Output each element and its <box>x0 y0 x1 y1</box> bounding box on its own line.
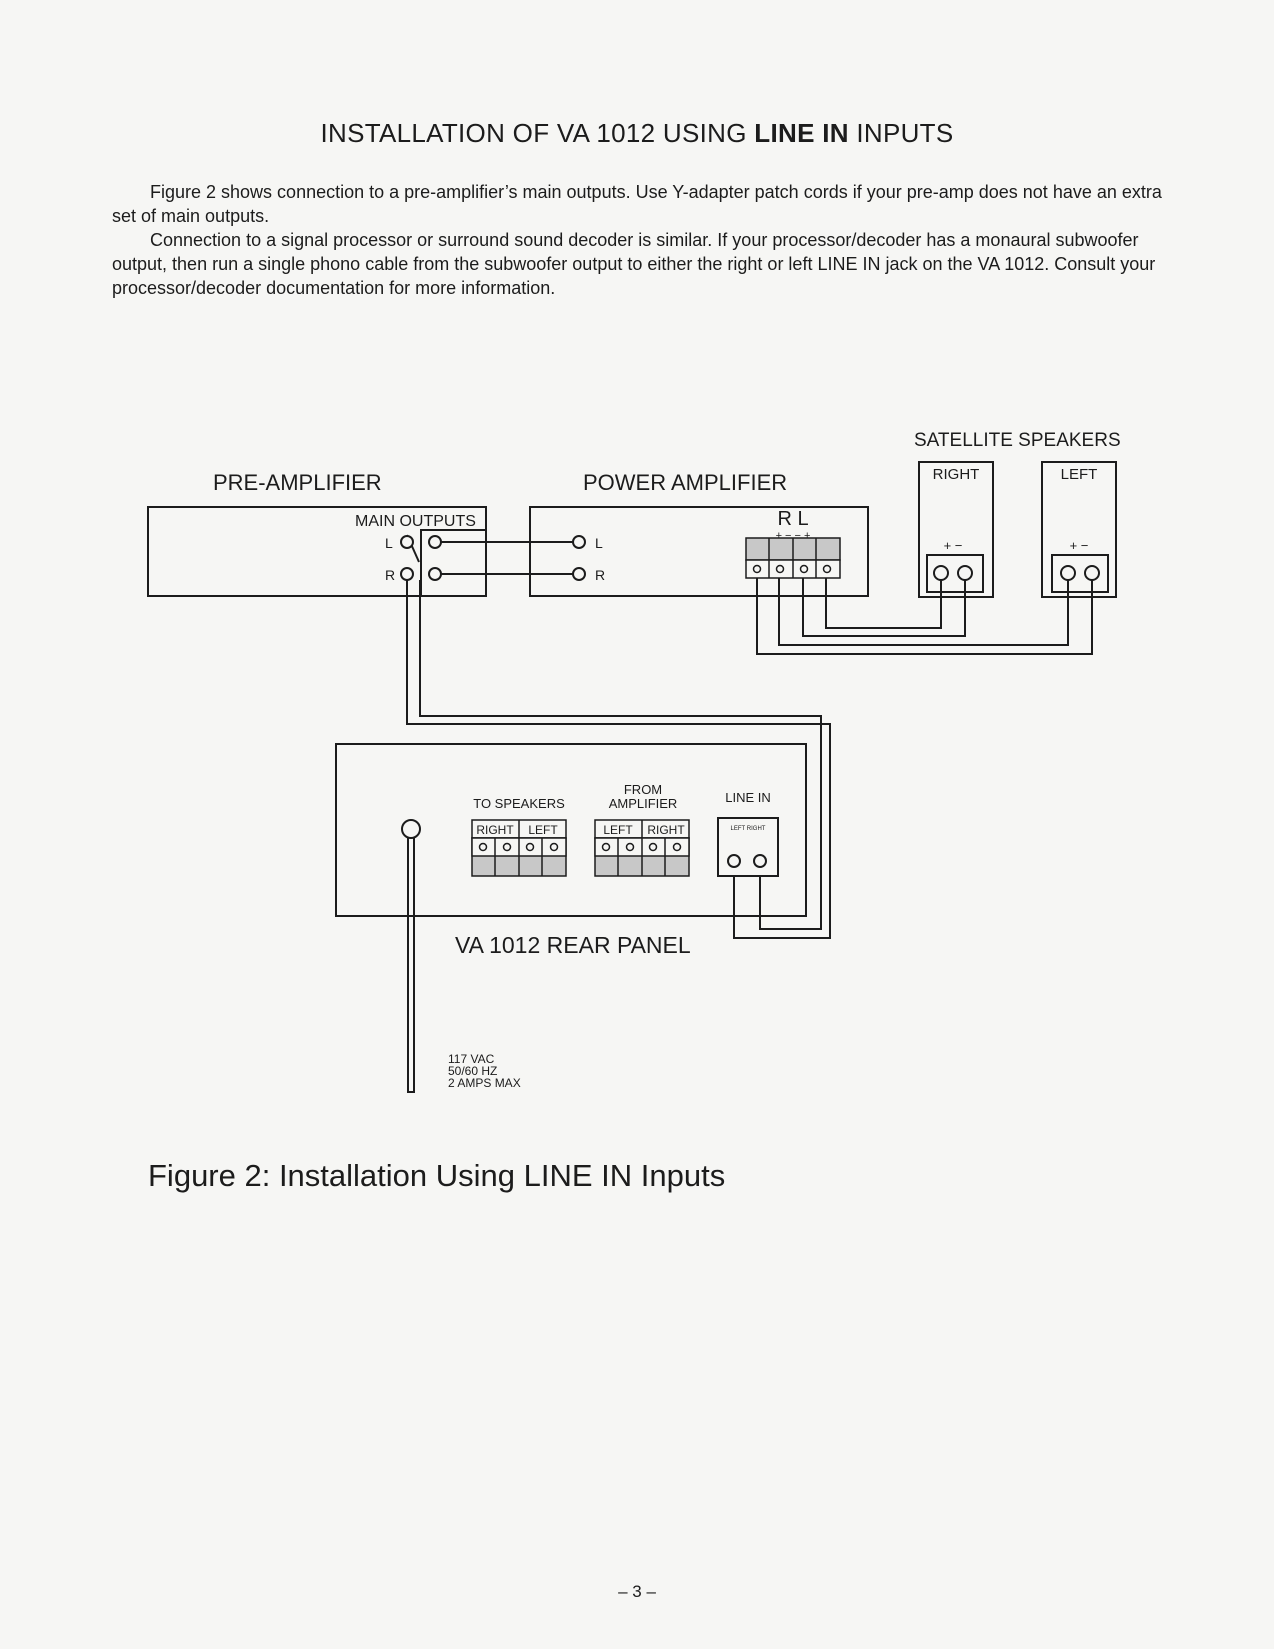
main-out-r-label: R <box>385 567 396 583</box>
title-prefix: INSTALLATION OF VA 1012 USING <box>320 118 755 148</box>
main-out-l-jack <box>401 536 413 548</box>
main-outputs-label: MAIN OUTPUTS <box>355 513 476 530</box>
main-out-r-jack <box>401 568 413 580</box>
power-spec-3: 2 AMPS MAX <box>448 1076 521 1090</box>
paragraph-2: Connection to a signal processor or surround sound decoder is similar. If your processor/decoder has a monaural subwoofer output, then run a single phono cable from the subwoofer output to either the right or left LINE IN jack on the VA 1012. Consult your processor/decoder documentation for more information. <box>112 230 1156 298</box>
from-label: FROM <box>623 782 663 797</box>
speaker-right-label: RIGHT <box>932 466 980 483</box>
figure-caption: Figure 2: Installation Using LINE IN Inputs <box>148 1158 726 1193</box>
speaker-right-polarity: + − <box>943 538 963 553</box>
from-amp-right: RIGHT <box>647 823 685 837</box>
main-out-l-label: L <box>385 535 393 551</box>
power-cord-entry <box>402 820 420 838</box>
speaker-left-plus <box>1061 566 1075 580</box>
title-bold: LINE IN <box>754 118 849 148</box>
line-in-sublabel: LEFT RIGHT <box>730 826 766 832</box>
amp-in-r-jack <box>573 568 585 580</box>
amp-rl-label: R L <box>777 508 809 530</box>
power-spec-2: 50/60 HZ <box>448 1064 498 1078</box>
speaker-left-label: LEFT <box>1060 466 1098 483</box>
power-spec-1: 117 VAC <box>448 1052 495 1066</box>
to-speakers-left: LEFT <box>528 823 558 837</box>
page-number: – 3 – <box>618 1582 656 1601</box>
line-in-label: LINE IN <box>725 790 771 805</box>
cable-line-in-outer <box>407 580 830 938</box>
amp-polarity-label: + − − + <box>775 530 811 542</box>
amp-in-r-label: R <box>595 567 606 583</box>
main-out-r-jack-2 <box>429 568 441 580</box>
paragraph-1: Figure 2 shows connection to a pre-amplifier’s main outputs. Use Y-adapter patch cords if your pre-amp does not have an extra set of main outputs. <box>112 182 1162 226</box>
cable-speaker-right-inner <box>826 578 941 628</box>
rear-panel-label: VA 1012 REAR PANEL <box>455 932 691 958</box>
amplifier-label: AMPLIFIER <box>608 796 678 811</box>
pre-amplifier-label: PRE-AMPLIFIER <box>213 470 382 495</box>
cable-speaker-left-inner <box>779 578 1068 645</box>
power-cord <box>408 830 414 1092</box>
to-speakers-right: RIGHT <box>476 823 514 837</box>
speaker-left-minus <box>1085 566 1099 580</box>
amp-in-l-label: L <box>595 535 603 551</box>
speaker-right-minus <box>958 566 972 580</box>
speaker-left-polarity: + − <box>1069 538 1089 553</box>
satellite-speakers-label: SATELLITE SPEAKERS <box>914 430 1121 451</box>
to-speakers-label: TO SPEAKERS <box>473 796 565 811</box>
title-suffix: INPUTS <box>848 118 954 148</box>
speaker-right-plus <box>934 566 948 580</box>
main-out-l-jack-2 <box>429 536 441 548</box>
power-amplifier-label: POWER AMPLIFIER <box>583 470 788 495</box>
from-amp-left: LEFT <box>603 823 633 837</box>
amp-terminal-strip <box>746 538 840 578</box>
amp-in-l-jack <box>573 536 585 548</box>
